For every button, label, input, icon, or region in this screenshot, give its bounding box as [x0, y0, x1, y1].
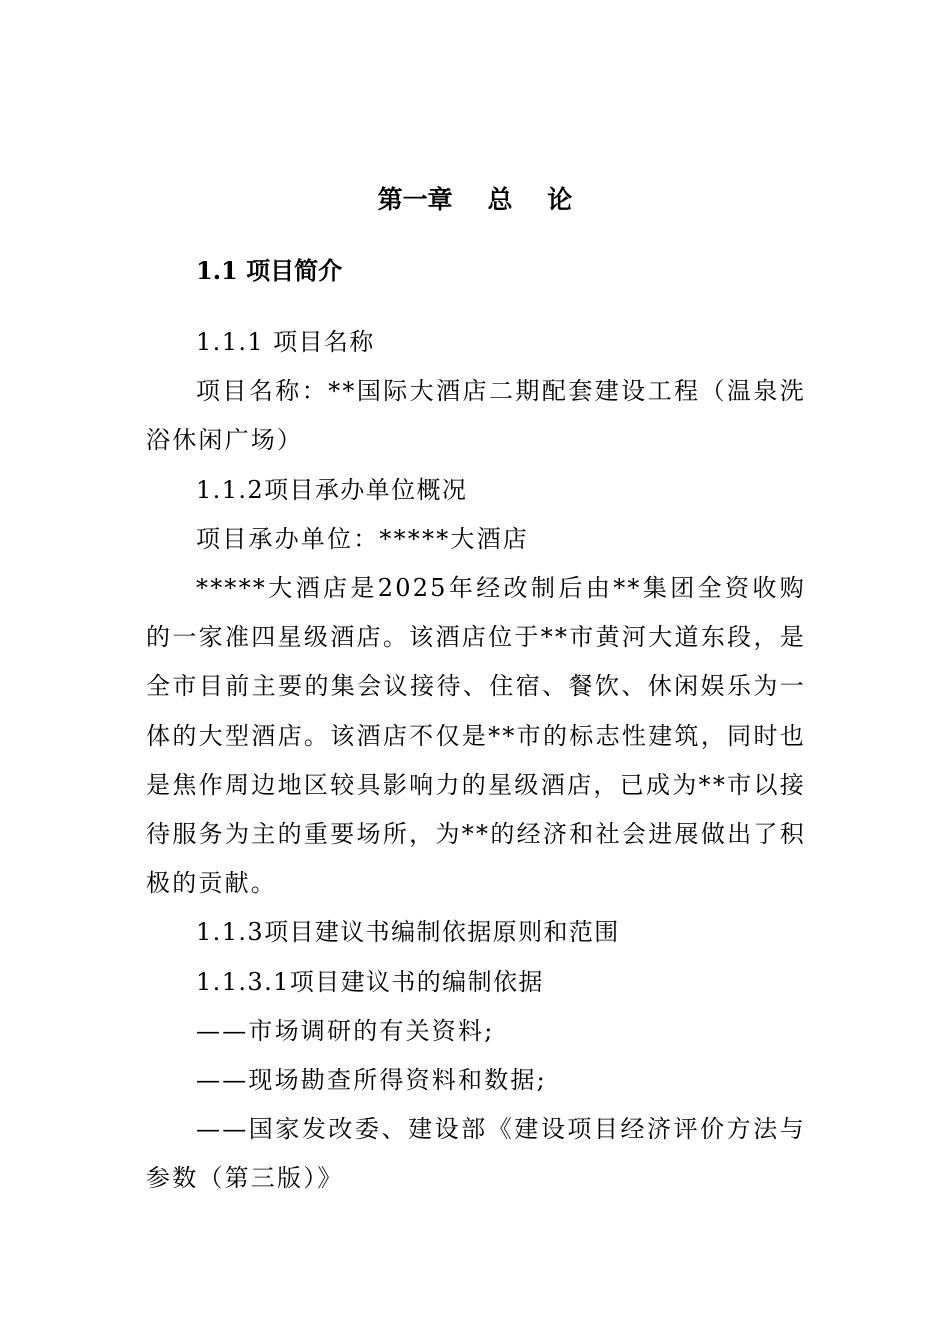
subsection-heading-organizer: 1.1.2项目承办单位概况 — [196, 475, 468, 504]
document-body — [146, 318, 806, 1204]
subsection-heading-basis: 1.1.3项目建议书编制依据原则和范围 — [196, 918, 620, 947]
paragraph-organizer: 项目承办单位：*****大酒店 — [196, 524, 529, 553]
list-item-evaluation-method: ——国家发改委、建设部《建设项目经济评价方法与参数（第三版）》 — [146, 1115, 806, 1193]
subsection-heading-basis-detail: 1.1.3.1项目建议书的编制依据 — [196, 967, 544, 996]
paragraph-project-name: 项目名称：**国际大酒店二期配套建设工程（温泉洗浴休闲广场） — [146, 377, 806, 455]
chapter-title: 第一章 总 论 — [377, 185, 573, 214]
subsection-heading-project-name: 1.1.1 项目名称 — [196, 328, 375, 356]
list-item-site-survey: ——现场勘查所得资料和数据; — [196, 1066, 547, 1095]
list-item-market-research: ——市场调研的有关资料; — [196, 1016, 495, 1045]
paragraph-hotel-description: *****大酒店是2025年经改制后由**集团全资收购的一家准四星级酒店。该酒店位于**市黄河大道东段，是全市目前主要的集会议接待、住宿、餐饮、休闲娱乐为一体的大型酒店。该酒店不仅是**市的标志性建筑，同时也是焦作周边地区较具影响力的星级酒店，已成为**市以接待服务为主的重要场所，为**的经济和社会进展做出了积极的贡献。 — [146, 574, 806, 898]
section-title: 1.1 项目简介 — [196, 256, 343, 285]
